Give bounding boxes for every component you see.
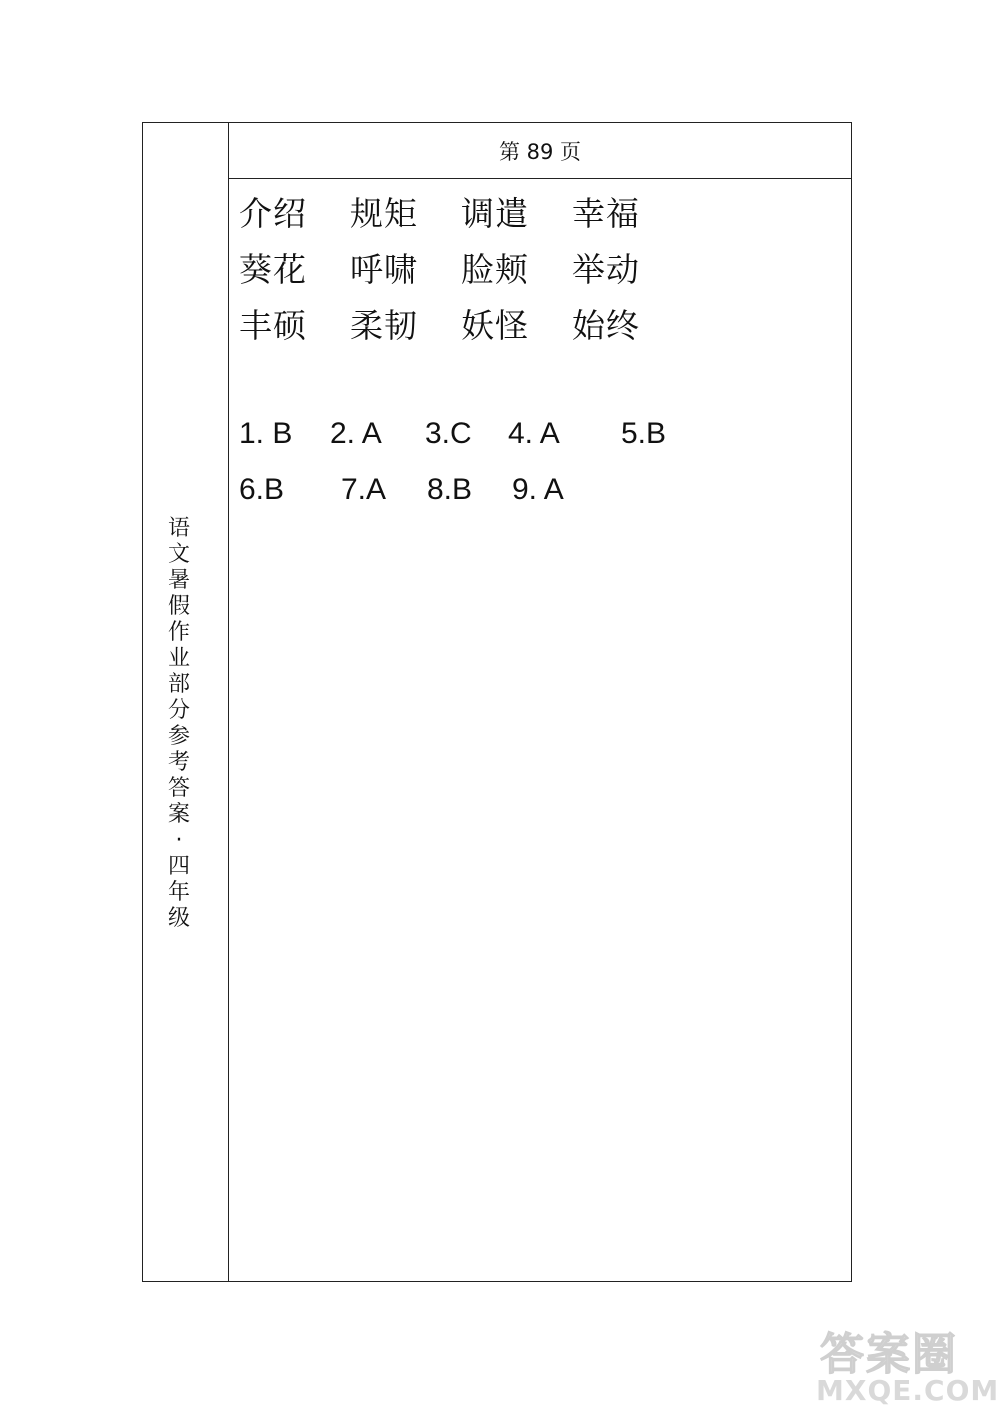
answer-item: 2. A bbox=[330, 417, 382, 450]
sidebar-title: 语文暑假作业部分参考答案·四年级 bbox=[167, 516, 190, 931]
word-item: 脸颊 bbox=[461, 249, 529, 289]
choice-answers bbox=[239, 405, 739, 517]
answer-item: 6.B bbox=[239, 473, 285, 506]
word-answers bbox=[239, 183, 683, 351]
word-item: 介绍 bbox=[239, 193, 307, 233]
answer-item: 4. A bbox=[508, 417, 560, 450]
word-item: 幸福 bbox=[572, 193, 640, 233]
watermark-logo-text: 答案圈 bbox=[820, 1329, 958, 1380]
answer-item: 9. A bbox=[512, 473, 564, 506]
main-column bbox=[229, 123, 851, 1281]
answer-item: 5.B bbox=[621, 417, 667, 450]
word-row bbox=[239, 239, 683, 295]
answer-item: 3.C bbox=[425, 417, 472, 450]
word-row bbox=[239, 183, 683, 239]
site-watermark bbox=[812, 1318, 1000, 1408]
sidebar-column bbox=[143, 123, 229, 1281]
word-item: 葵花 bbox=[239, 249, 307, 289]
answer-row bbox=[239, 461, 739, 517]
word-item: 调遣 bbox=[461, 193, 529, 233]
word-item: 丰硕 bbox=[239, 305, 307, 345]
word-item: 举动 bbox=[572, 249, 640, 289]
word-item: 柔韧 bbox=[350, 305, 418, 345]
answer-sheet-frame bbox=[142, 122, 852, 1282]
answer-item: 1. B bbox=[239, 417, 293, 450]
answer-item: 8.B bbox=[427, 473, 473, 506]
word-item: 妖怪 bbox=[461, 305, 529, 345]
watermark-url: MXQE.COM bbox=[816, 1374, 1000, 1407]
answer-row bbox=[239, 405, 739, 461]
word-item: 呼啸 bbox=[350, 249, 418, 289]
word-item: 规矩 bbox=[350, 193, 418, 233]
page-number-label: 第 89 页 bbox=[498, 139, 582, 164]
word-item: 始终 bbox=[572, 305, 640, 345]
word-row bbox=[239, 295, 683, 351]
answer-item: 7.A bbox=[341, 473, 387, 506]
page-header bbox=[229, 123, 851, 179]
